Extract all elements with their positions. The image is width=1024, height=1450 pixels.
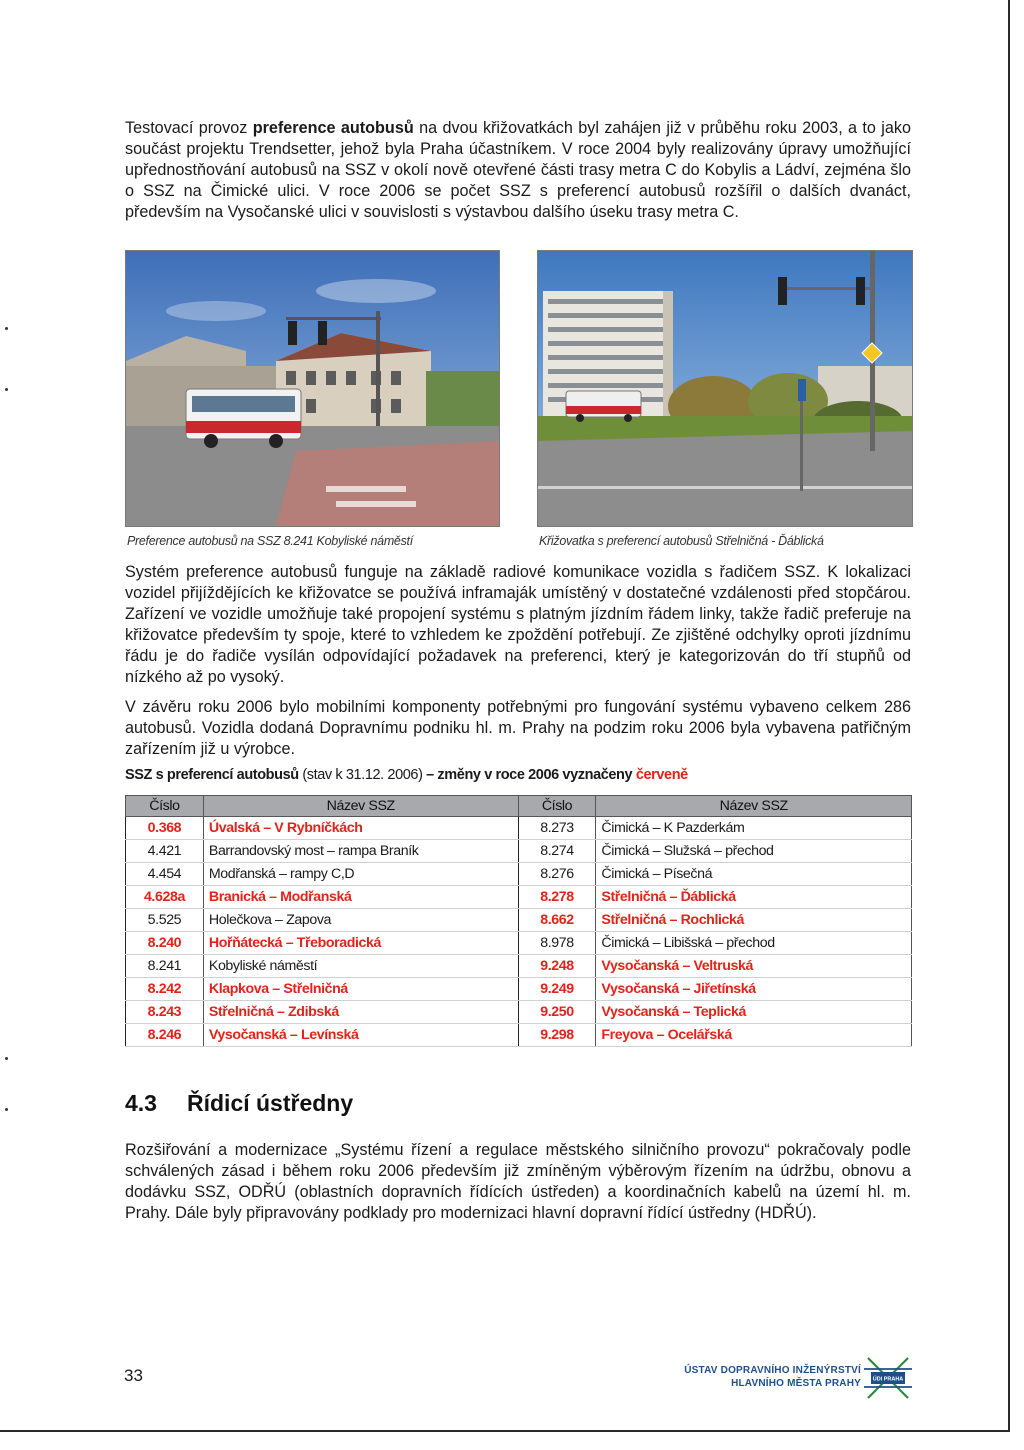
ssz-name-cell: Střelničná – Ďáblická [596, 886, 912, 909]
ssz-name-cell: Čimická – Libišská – přechod [596, 932, 912, 955]
margin-mark [5, 327, 8, 330]
ssz-name-cell: Čimická – Služská – přechod [596, 840, 912, 863]
ssz-name-cell: Freyova – Ocelářská [596, 1024, 912, 1047]
table-row [126, 1001, 912, 1024]
table-row [126, 817, 912, 840]
ssz-name-cell: Holečkova – Zapova [203, 909, 518, 932]
intro-paragraph [125, 118, 911, 223]
column-header-number: Číslo [518, 796, 596, 817]
ssz-name-cell: Branická – Modřanská [203, 886, 518, 909]
photo-kobylisy-illustration [126, 251, 499, 526]
control-centers-paragraph: Rozšiřování a modernizace „Systému řízení a regulace městského silničního provozu“ pokračovaly podle schválených zásad i během roku 2006 především již zmíněným výběrovým řízením na údržbu, obnovu a dodávku SSZ, ODŘÚ (oblastních dopravních řídících ústředen) a koordinačních kabelů na území hl. m. Prahy. Dále byly připravovány podklady pro modernizaci hlavní dopravní řídící ústředny (HDŘÚ). [125, 1141, 911, 1222]
margin-mark [5, 1057, 8, 1060]
organization-name [664, 1364, 861, 1390]
system-description-paragraph: Systém preference autobusů funguje na základě radiové komunikace vozidla s řadičem SSZ. K lokalizaci vozidel přijíždějících ke křižovatce se používá inframaják umístěný v dostatečné vzdálenosti před stopčárou. Zařízení ve vozidle umožňuje také propojení systému s platným jízdním řádem linky, takže řadič preferuje na křižovatce především ty spoje, které to vzhledem ke zpoždění potřebují. Ze zjištěné odchylky oproti jízdnímu řádu je do řadiče vysílán odpovídající požadavek na preferenci, který je kategorizován do tří stupňů od nízkého až po vysoký. [125, 563, 911, 686]
organization-name-line: ÚSTAV DOPRAVNÍHO INŽENÝRSTVÍ [684, 1365, 861, 1376]
ssz-number-cell: 8.246 [126, 1024, 204, 1047]
photo-kobylisy-bus [125, 250, 500, 527]
column-header-number: Číslo [126, 796, 204, 817]
table-row [126, 1024, 912, 1047]
ssz-number-cell: 9.250 [518, 1001, 596, 1024]
ssz-name-cell: Střelničná – Rochlická [596, 909, 912, 932]
margin-mark [5, 388, 8, 391]
table-title-bold: SSZ s preferencí autobusů [125, 767, 299, 783]
ssz-name-cell: Vysočanská – Levínská [203, 1024, 518, 1047]
table-row [126, 932, 912, 955]
ssz-name-cell: Střelničná – Zdibská [203, 1001, 518, 1024]
bold-text-run: preference autobusů [252, 119, 414, 137]
ssz-number-cell: 8.274 [518, 840, 596, 863]
ssz-name-cell: Kobyliské náměstí [203, 955, 518, 978]
ssz-number-cell: 8.273 [518, 817, 596, 840]
ssz-number-cell: 0.368 [126, 817, 204, 840]
page-border [1008, 0, 1010, 1432]
ssz-number-cell: 8.978 [518, 932, 596, 955]
page-border [0, 1430, 1010, 1432]
ssz-number-cell: 8.242 [126, 978, 204, 1001]
margin-mark [5, 1108, 8, 1111]
ssz-number-cell: 8.240 [126, 932, 204, 955]
ssz-number-cell: 4.454 [126, 863, 204, 886]
ssz-number-cell: 8.278 [518, 886, 596, 909]
table-title-changes: – změny v roce 2006 vyznačeny [422, 767, 636, 783]
table-title-date: (stav k 31.12. 2006) [298, 767, 423, 783]
ssz-number-cell: 4.628a [126, 886, 204, 909]
column-header-name: Název SSZ [596, 796, 912, 817]
section-heading [125, 1090, 353, 1117]
table-row [126, 955, 912, 978]
photo-strelnicna-intersection [537, 250, 913, 527]
section-title: Řídicí ústředny [187, 1090, 354, 1116]
table-body [126, 817, 912, 1047]
photo-caption: Preference autobusů na SSZ 8.241 Kobyliské náměstí [127, 534, 413, 548]
table-title-red-word: červeně [635, 767, 688, 783]
logo-lettering: ÚDI PRAHA [872, 1376, 904, 1383]
ssz-number-cell: 8.241 [126, 955, 204, 978]
table-title [125, 767, 688, 783]
column-header-name: Název SSZ [203, 796, 518, 817]
ssz-number-cell: 8.243 [126, 1001, 204, 1024]
ssz-number-cell: 5.525 [126, 909, 204, 932]
photo-caption: Křižovatka s preferencí autobusů Střelničná - Ďáblická [539, 534, 824, 548]
table-row [126, 840, 912, 863]
ssz-name-cell: Čimická – Písečná [596, 863, 912, 886]
ssz-name-cell: Klapkova – Střelničná [203, 978, 518, 1001]
ssz-name-cell: Modřanská – rampy C,D [203, 863, 518, 886]
organization-name-line: HLAVNÍHO MĚSTA PRAHY [731, 1378, 861, 1389]
ssz-number-cell: 8.276 [518, 863, 596, 886]
text-run: na dvou křižovatkách byl zahájen již v průběhu roku 2003, a to jako součást projektu Trendsetter, jehož byla Praha účastníkem. V roce 2004 byly realizovány úpravy umožňující upřednostňování autobusů na SSZ v okolí nově otevřené části trasy metra C do Kobylis a Ládví, zejména šlo o SSZ na Čimické ulici. V roce 2006 se počet SSZ s preferencí autobusů rozšířil o dalších dvanáct, především na Vysočanské ulici v souvislosti s výstavbou dalšího úseku trasy metra C. [125, 119, 911, 221]
page-number: 33 [124, 1366, 143, 1385]
ssz-number-cell: 9.298 [518, 1024, 596, 1047]
text-run: Testovací provoz [125, 119, 253, 137]
table-row [126, 978, 912, 1001]
ssz-name-cell: Vysočanská – Teplická [596, 1001, 912, 1024]
ssz-name-cell: Úvalská – V Rybníčkách [203, 817, 518, 840]
ssz-number-cell: 9.249 [518, 978, 596, 1001]
ssz-name-cell: Hořňátecká – Třeboradická [203, 932, 518, 955]
ssz-name-cell: Vysočanská – Veltruská [596, 955, 912, 978]
photo-strelnicna-illustration [538, 251, 912, 526]
udi-logo-icon [862, 1355, 914, 1401]
table-header-row [126, 796, 912, 817]
section-number: 4.3 [125, 1090, 157, 1116]
ssz-number-cell: 9.248 [518, 955, 596, 978]
ssz-name-cell: Barrandovský most – rampa Braník [203, 840, 518, 863]
table-row [126, 863, 912, 886]
table-row [126, 886, 912, 909]
equipment-paragraph: V závěru roku 2006 bylo mobilními komponenty potřebnými pro fungování systému vybaveno celkem 286 autobusů. Vozidla dodaná Dopravnímu podniku hl. m. Prahy na podzim roku 2006 byla vybavena patřičným zařízením již u výrobce. [125, 698, 911, 758]
ssz-name-cell: Čimická – K Pazderkám [596, 817, 912, 840]
table-row [126, 909, 912, 932]
ssz-number-cell: 4.421 [126, 840, 204, 863]
ssz-preference-table [125, 795, 912, 1047]
ssz-name-cell: Vysočanská – Jiřetínská [596, 978, 912, 1001]
ssz-number-cell: 8.662 [518, 909, 596, 932]
